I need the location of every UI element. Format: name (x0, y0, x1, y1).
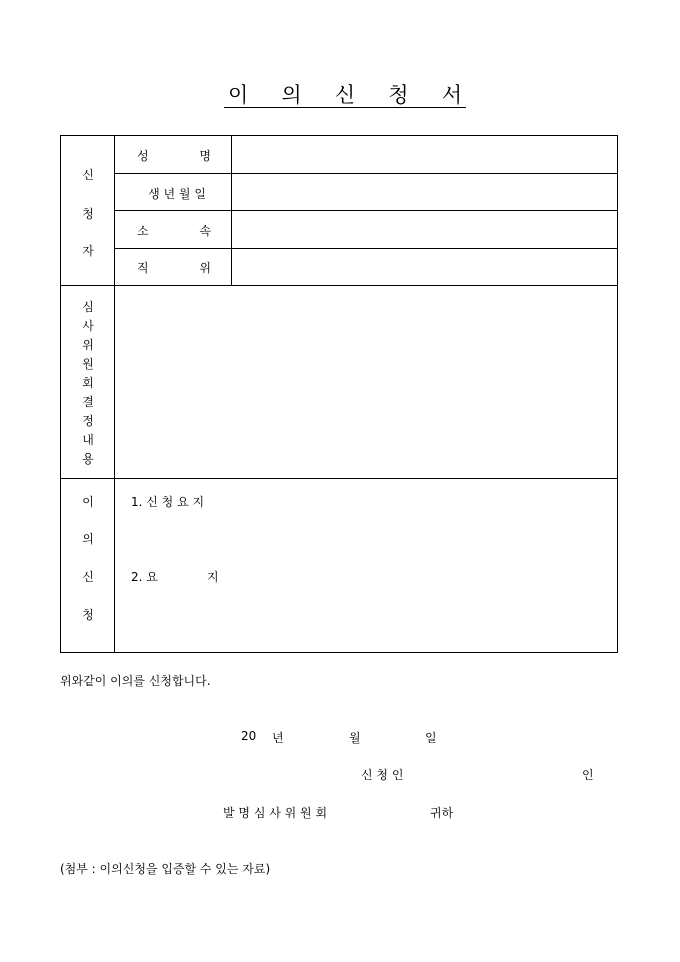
date-year: 20 (241, 729, 257, 743)
applicant-section-label-char: 청 (82, 207, 94, 221)
section-divider (61, 478, 618, 479)
title-char: 서 (441, 83, 462, 107)
committee-section-label-char: 결 (82, 395, 94, 409)
name-value-cell[interactable] (232, 136, 617, 173)
objection-detail-label-left: 2. 요 (131, 570, 158, 584)
committee-section-label-char: 심 (82, 300, 94, 314)
affiliation-field-label: 소 속 (137, 224, 211, 238)
date-year-unit: 년 (272, 731, 284, 745)
committee-section-label-char: 정 (82, 414, 94, 428)
objection-section-label-char: 신 (82, 570, 94, 584)
position-field-label: 직 위 (137, 261, 211, 275)
date-month-unit: 월 (349, 731, 361, 745)
document-title (224, 82, 466, 108)
application-form-table (60, 135, 618, 653)
attachment-note: (첨부 : 이의신청을 입증할 수 있는 자료) (60, 862, 271, 876)
committee-section-label-char: 회 (82, 376, 94, 390)
birthdate-field-label: 생 년 월 일 (148, 187, 206, 201)
date-day-unit: 일 (425, 731, 437, 745)
objection-section-label-char: 의 (82, 532, 94, 546)
title-char: 의 (281, 83, 302, 107)
objection-section-label-char: 이 (82, 495, 94, 509)
objection-summary-label: 1. 신 청 요 지 (131, 495, 205, 509)
objection-section-label-char: 청 (82, 608, 94, 622)
applicant-signature-label: 신 청 인 (361, 768, 404, 782)
objection-detail-label-right: 지 (207, 570, 219, 584)
committee-section-label-char: 원 (82, 357, 94, 371)
applicant-section-label-char: 신 (82, 168, 94, 182)
affiliation-value-cell[interactable] (232, 211, 617, 248)
committee-decision-content[interactable] (115, 286, 617, 478)
committee-section-label-char: 사 (82, 319, 94, 333)
addressee-label: 귀하 (430, 806, 454, 820)
name-field-label: 성 명 (137, 149, 211, 163)
birthdate-value-cell[interactable] (232, 174, 617, 210)
committee-section-label-char: 위 (82, 338, 94, 352)
statement-text: 위와같이 이의를 신청합니다. (60, 674, 211, 688)
position-value-cell[interactable] (232, 249, 617, 285)
applicant-section-label-char: 자 (82, 244, 94, 258)
seal-label: 인 (582, 768, 594, 782)
title-char: 청 (388, 83, 409, 107)
committee-name: 발 명 심 사 위 원 회 (223, 806, 328, 820)
committee-section-label-char: 용 (82, 452, 94, 466)
title-char: 이 (228, 83, 249, 107)
committee-section-label-char: 내 (82, 433, 94, 447)
title-char: 신 (334, 83, 356, 107)
